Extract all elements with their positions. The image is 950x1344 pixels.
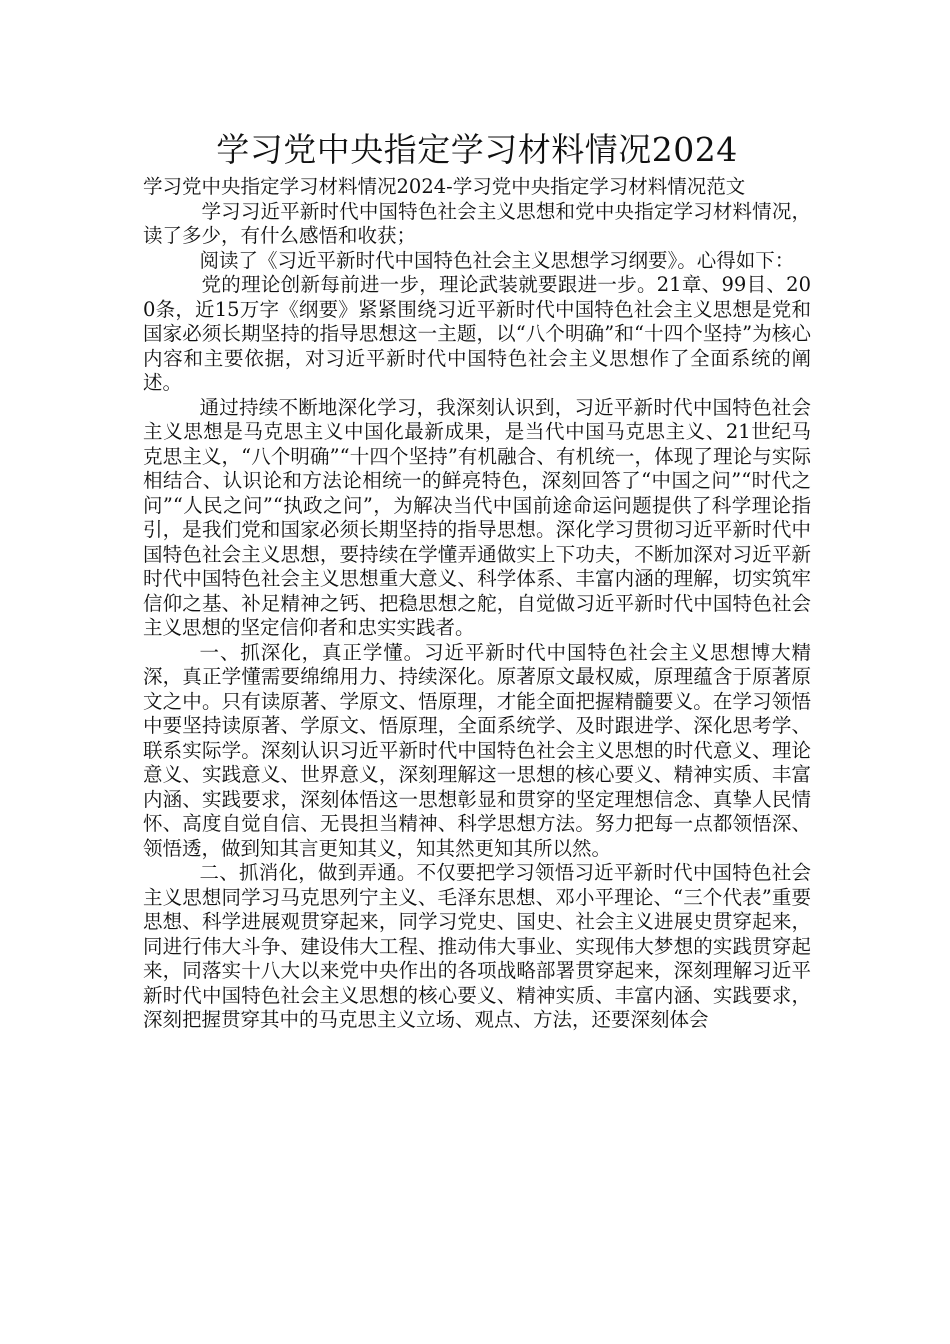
document-title: 学习党中央指定学习材料情况2024 xyxy=(216,130,738,169)
paragraph-understanding: 通过持续不断地深化学习，我深刻认识到，习近平新时代中国特色社会主义思想是马克思主义中国化最新成果，是当代中国马克思主义、21世纪马克思主义，“八个明确”“十四个坚持”有机融合、有机统一，体现了理论与实际相结合、认识论和方法论相统一的鲜亮特色，深刻回答了“中国之问”“时代之问”“人民之问”“执政之问”，为解决当代中国前途命运问题提供了科学理论指引，是我们党和国家必须长期坚持的指导思想。深化学习贯彻习近平新时代中国特色社会主义思想，要持续在学懂弄通做实上下功夫，不断加深对习近平新时代中国特色社会主义思想重大意义、科学体系、丰富内涵的理解，切实筑牢信仰之基、补足精神之钙、把稳思想之舵，自觉做习近平新时代中国特色社会主义思想的坚定信仰者和忠实实践者。 xyxy=(143,395,811,639)
paragraph-point-two: 二、抓消化，做到弄通。不仅要把学习领悟习近平新时代中国特色社会主义思想同学习马克思列宁主义、毛泽东思想、邓小平理论、“三个代表”重要思想、科学进展观贯穿起来，同学习党史、国史、社会主义进展史贯穿起来，同进行伟大斗争、建设伟大工程、推动伟大事业、实现伟大梦想的实践贯穿起来，同落实十八大以来党中央作出的各项战略部署贯穿起来，深刻理解习近平新时代中国特色社会主义思想的核心要义、精神实质、丰富内涵、实践要求，深刻把握贯穿其中的马克思主义立场、观点、方法，还要深刻体会 xyxy=(143,861,811,1031)
document-subtitle: 学习党中央指定学习材料情况2024-学习党中央指定学习材料情况范文 xyxy=(143,175,746,198)
paragraph-point-one: 一、抓深化，真正学懂。习近平新时代中国特色社会主义思想博大精深，真正学懂需要绵绵用力、持续深化。原著原文最权威，原理蕴含于原著原文之中。只有读原著、学原文、悟原理，才能全面把握精髓要义。在学习领悟中要坚持读原著、学原文、悟原理，全面系统学、及时跟进学、深化思考学、联系实际学。深刻认识习近平新时代中国特色社会主义思想的时代意义、理论意义、实践意义、世界意义，深刻理解这一思想的核心要义、精神实质、丰富内涵、实践要求，深刻体悟这一思想彰显和贯穿的坚定理想信念、真挚人民情怀、高度自觉自信、无畏担当精神、科学思想方法。努力把每一点都领悟深、领悟透，做到知其言更知其义，知其然更知其所以然。 xyxy=(143,640,811,860)
paragraph-theory: 党的理论创新每前进一步，理论武装就要跟进一步。21章、99目、200条，近15万字《纲要》紧紧围绕习近平新时代中国特色社会主义思想是党和国家必须长期坚持的指导思想这一主题，以“八个明确”和“十四个坚持”为核心内容和主要依据，对习近平新时代中国特色社会主义思想作了全面系统的阐述。 xyxy=(143,273,811,394)
paragraph-question: 学习习近平新时代中国特色社会主义思想和党中央指定学习材料情况，读了多少，有什么感悟和收获； xyxy=(143,199,811,247)
paragraph-reading: 阅读了《习近平新时代中国特色社会主义思想学习纲要》。心得如下： xyxy=(199,248,795,272)
document-page xyxy=(143,128,811,1033)
